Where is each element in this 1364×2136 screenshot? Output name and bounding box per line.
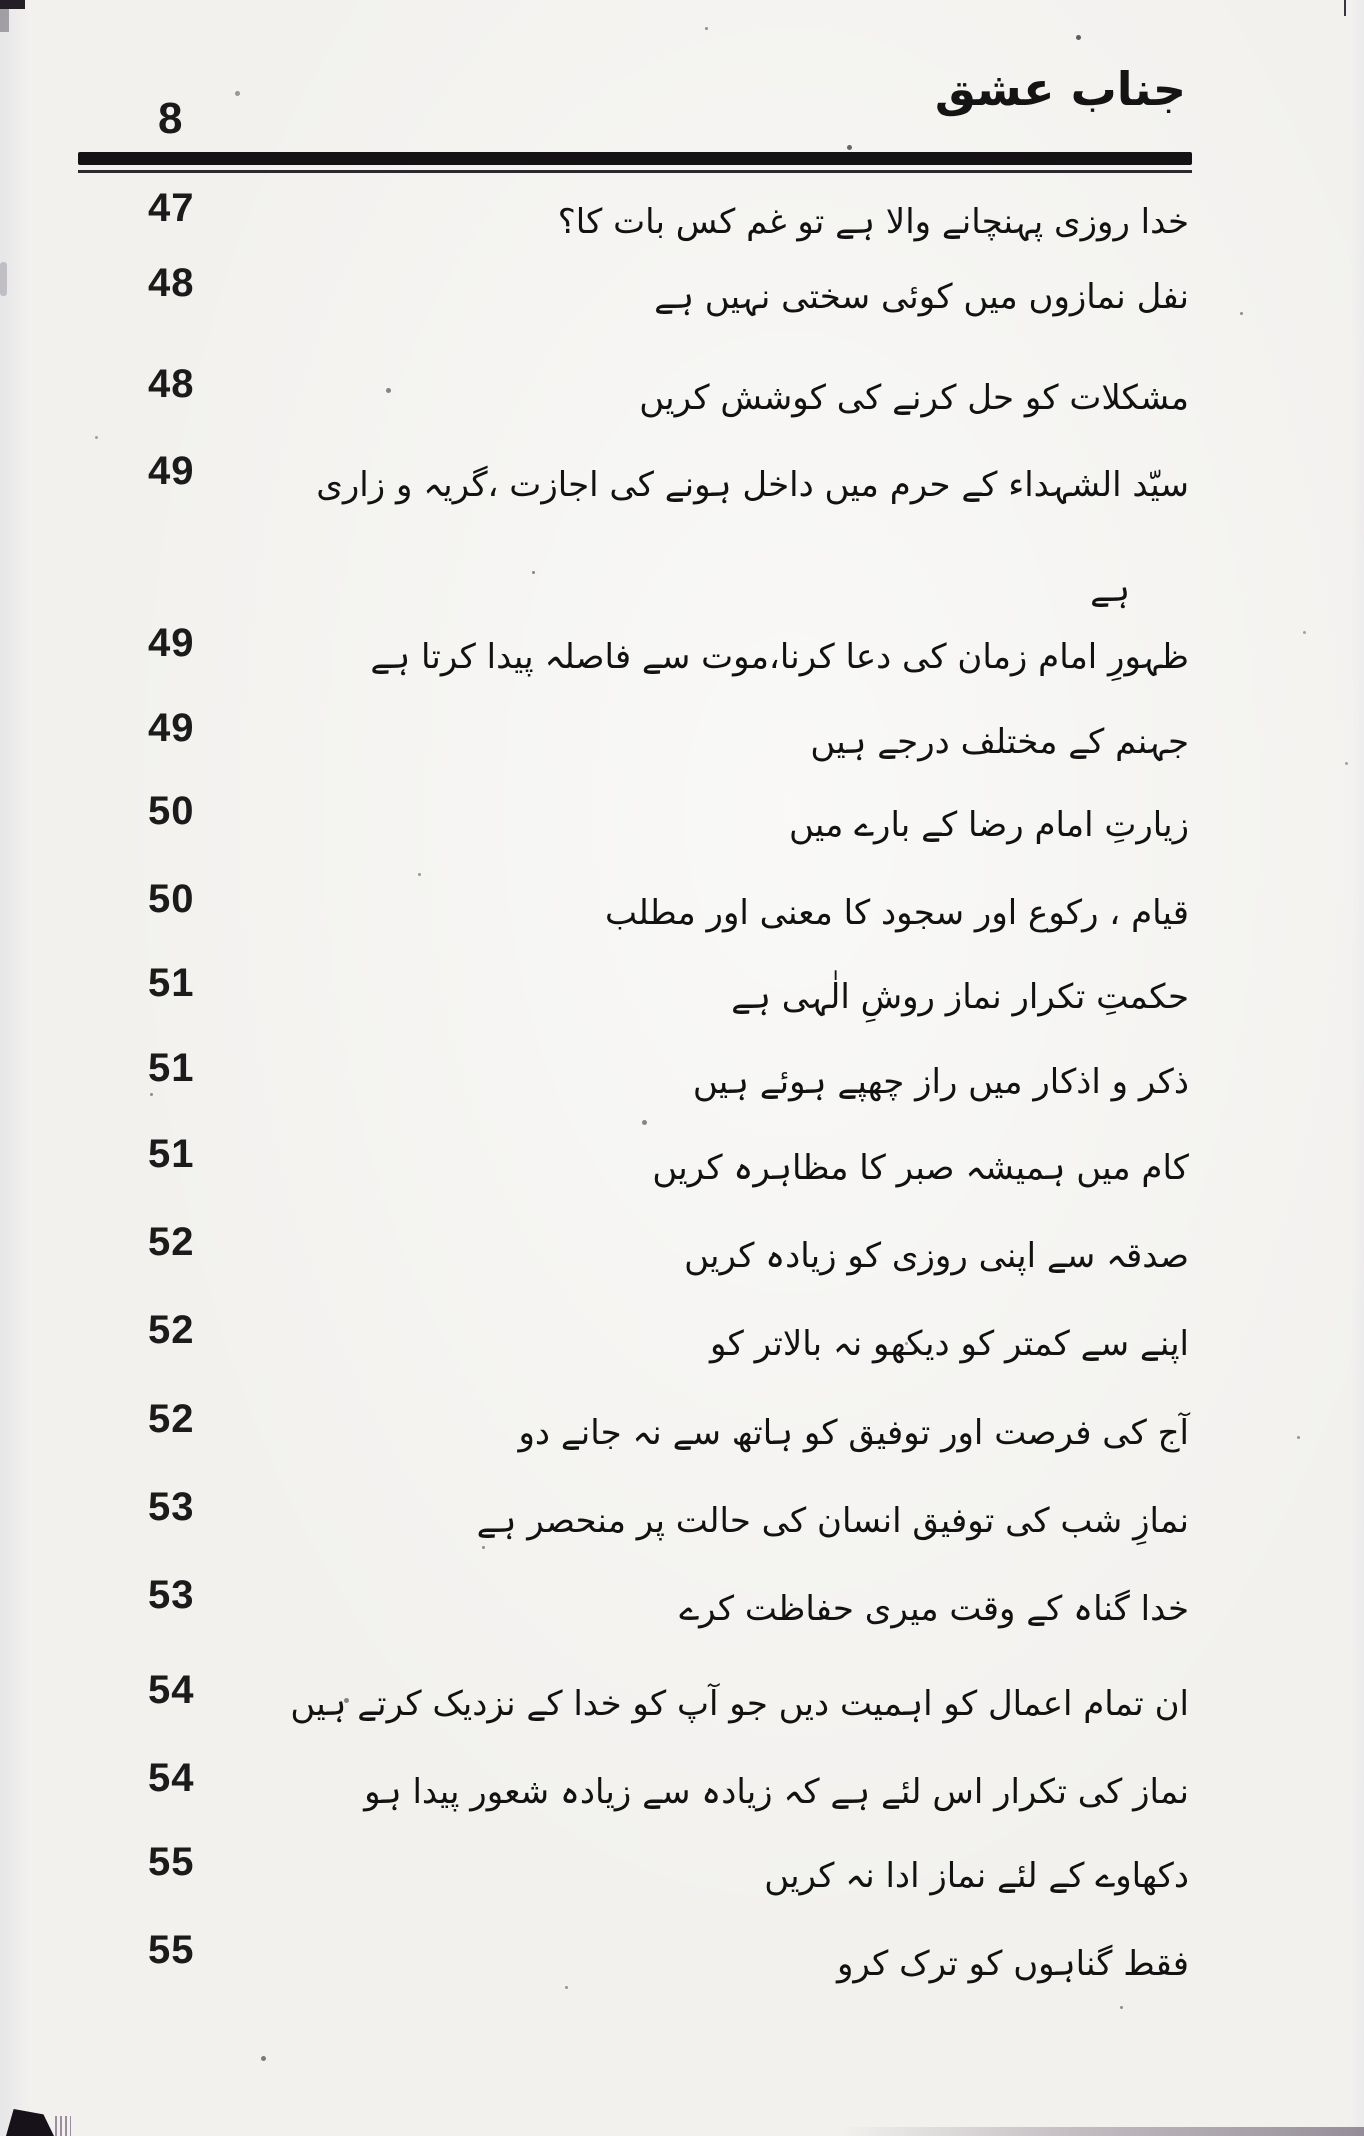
toc-page-number: 51 xyxy=(148,961,195,1005)
toc-entry-title: ذکر و اذکار میں راز چھپے ہوئے ہیں xyxy=(692,1062,1189,1102)
scan-bottom-edge-band xyxy=(840,2127,1364,2136)
scan-mark-top-right xyxy=(1344,0,1346,16)
toc-page-number: 48 xyxy=(148,362,195,406)
toc-entry-title: آج کی فرصت اور توفیق کو ہاتھ سے نہ جانے دو xyxy=(518,1413,1189,1453)
toc-row xyxy=(0,186,1364,258)
toc-page-number: 49 xyxy=(148,706,195,750)
toc-row xyxy=(0,961,1364,1033)
toc-row xyxy=(0,449,1364,521)
toc-entry-title: نفل نمازوں میں کوئی سختی نہیں ہے xyxy=(654,277,1189,317)
toc-row xyxy=(0,362,1364,434)
toc-page-number: 47 xyxy=(148,186,195,230)
header-rule-thin xyxy=(78,170,1192,173)
toc-entry-title: خدا گناہ کے وقت میری حفاظت کرے xyxy=(679,1589,1189,1629)
toc-page-number: 49 xyxy=(148,621,195,665)
toc-page-number: 55 xyxy=(148,1928,195,1972)
toc-page-number: 50 xyxy=(148,877,195,921)
toc-page-number: 53 xyxy=(148,1485,195,1529)
toc-page-number: 54 xyxy=(148,1668,195,1712)
toc-row xyxy=(0,789,1364,861)
toc-row xyxy=(0,621,1364,693)
toc-page-number: 48 xyxy=(148,261,195,305)
toc-row xyxy=(0,1046,1364,1118)
toc-page-number: 50 xyxy=(148,789,195,833)
toc-entry-title: جہنم کے مختلف درجے ہیں xyxy=(810,722,1189,762)
toc-row xyxy=(0,1220,1364,1292)
toc-row xyxy=(0,1485,1364,1557)
toc-entry-title: مشکلات کو حل کرنے کی کوشش کریں xyxy=(639,378,1189,418)
toc-row xyxy=(0,1573,1364,1645)
toc-row xyxy=(0,1308,1364,1380)
toc-page-number: 52 xyxy=(148,1220,195,1264)
toc-entry-title: نمازِ شب کی توفیق انسان کی حالت پر منحصر ہے xyxy=(476,1501,1189,1541)
book-title: جناب عشق xyxy=(934,62,1186,116)
toc-entry-title: دکھاوے کے لئے نماز ادا نہ کریں xyxy=(764,1856,1189,1896)
toc-entry-title: خدا روزی پہنچانے والا ہے تو غم کس بات کا؟ xyxy=(557,202,1189,242)
scan-mark-top-left-2 xyxy=(0,9,9,32)
toc-entry-title: سیّد الشہداء کے حرم میں داخل ہونے کی اجازت ،گریہ و زاری xyxy=(316,465,1189,505)
toc-page-number: 49 xyxy=(148,449,195,493)
scan-mark-left-edge xyxy=(0,262,7,296)
toc-entry-title: فقط گناہوں کو ترک کرو xyxy=(837,1944,1189,1984)
toc-entry-title: زیارتِ امام رضا کے بارے میں xyxy=(788,805,1189,845)
toc-entry-title: نماز کی تکرار اس لئے ہے کہ زیادہ سے زیادہ شعور پیدا ہو xyxy=(364,1772,1189,1812)
toc-entry-title: قیام ، رکوع اور سجود کا معنی اور مطلب xyxy=(604,893,1189,933)
header-rule-thick xyxy=(78,152,1192,165)
toc-entry-title: حکمتِ تکرار نماز روشِ الٰہی ہے xyxy=(731,977,1189,1017)
toc-page-number: 52 xyxy=(148,1308,195,1352)
toc-row xyxy=(0,1928,1364,2000)
toc-row xyxy=(0,1840,1364,1912)
toc-row xyxy=(0,261,1364,333)
scan-mark-top-left xyxy=(0,0,25,9)
toc-page-number: 52 xyxy=(148,1397,195,1441)
toc-page-number: 54 xyxy=(148,1756,195,1800)
toc-entry-title: ان تمام اعمال کو اہمیت دیں جو آپ کو خدا کے نزدیک کرتے ہیں xyxy=(290,1684,1189,1724)
scan-corner-shadow xyxy=(6,2109,54,2136)
toc-row xyxy=(0,877,1364,949)
toc-entry-title: اپنے سے کمتر کو دیکھو نہ بالاتر کو xyxy=(710,1324,1189,1364)
toc-row xyxy=(0,1397,1364,1469)
toc-page-number: 55 xyxy=(148,1840,195,1884)
toc-page-number: 53 xyxy=(148,1573,195,1617)
toc-entry-title-continuation: ہے xyxy=(1090,570,1130,610)
scan-corner-streaks xyxy=(55,2116,71,2136)
toc-page-number: 51 xyxy=(148,1046,195,1090)
toc-row xyxy=(0,1756,1364,1828)
toc-entry-title: صدقہ سے اپنی روزی کو زیادہ کریں xyxy=(684,1236,1189,1276)
scan-speckles xyxy=(0,0,3,3)
toc-entry-title: کام میں ہمیشہ صبر کا مظاہرہ کریں xyxy=(652,1148,1189,1188)
toc-row xyxy=(0,1668,1364,1740)
toc-entry-title: ظہورِ امام زمان کی دعا کرنا،موت سے فاصلہ پیدا کرتا ہے xyxy=(370,637,1189,677)
toc-row xyxy=(0,706,1364,778)
toc-page-number: 51 xyxy=(148,1132,195,1176)
page-number: 8 xyxy=(158,94,183,143)
toc-row xyxy=(0,1132,1364,1204)
